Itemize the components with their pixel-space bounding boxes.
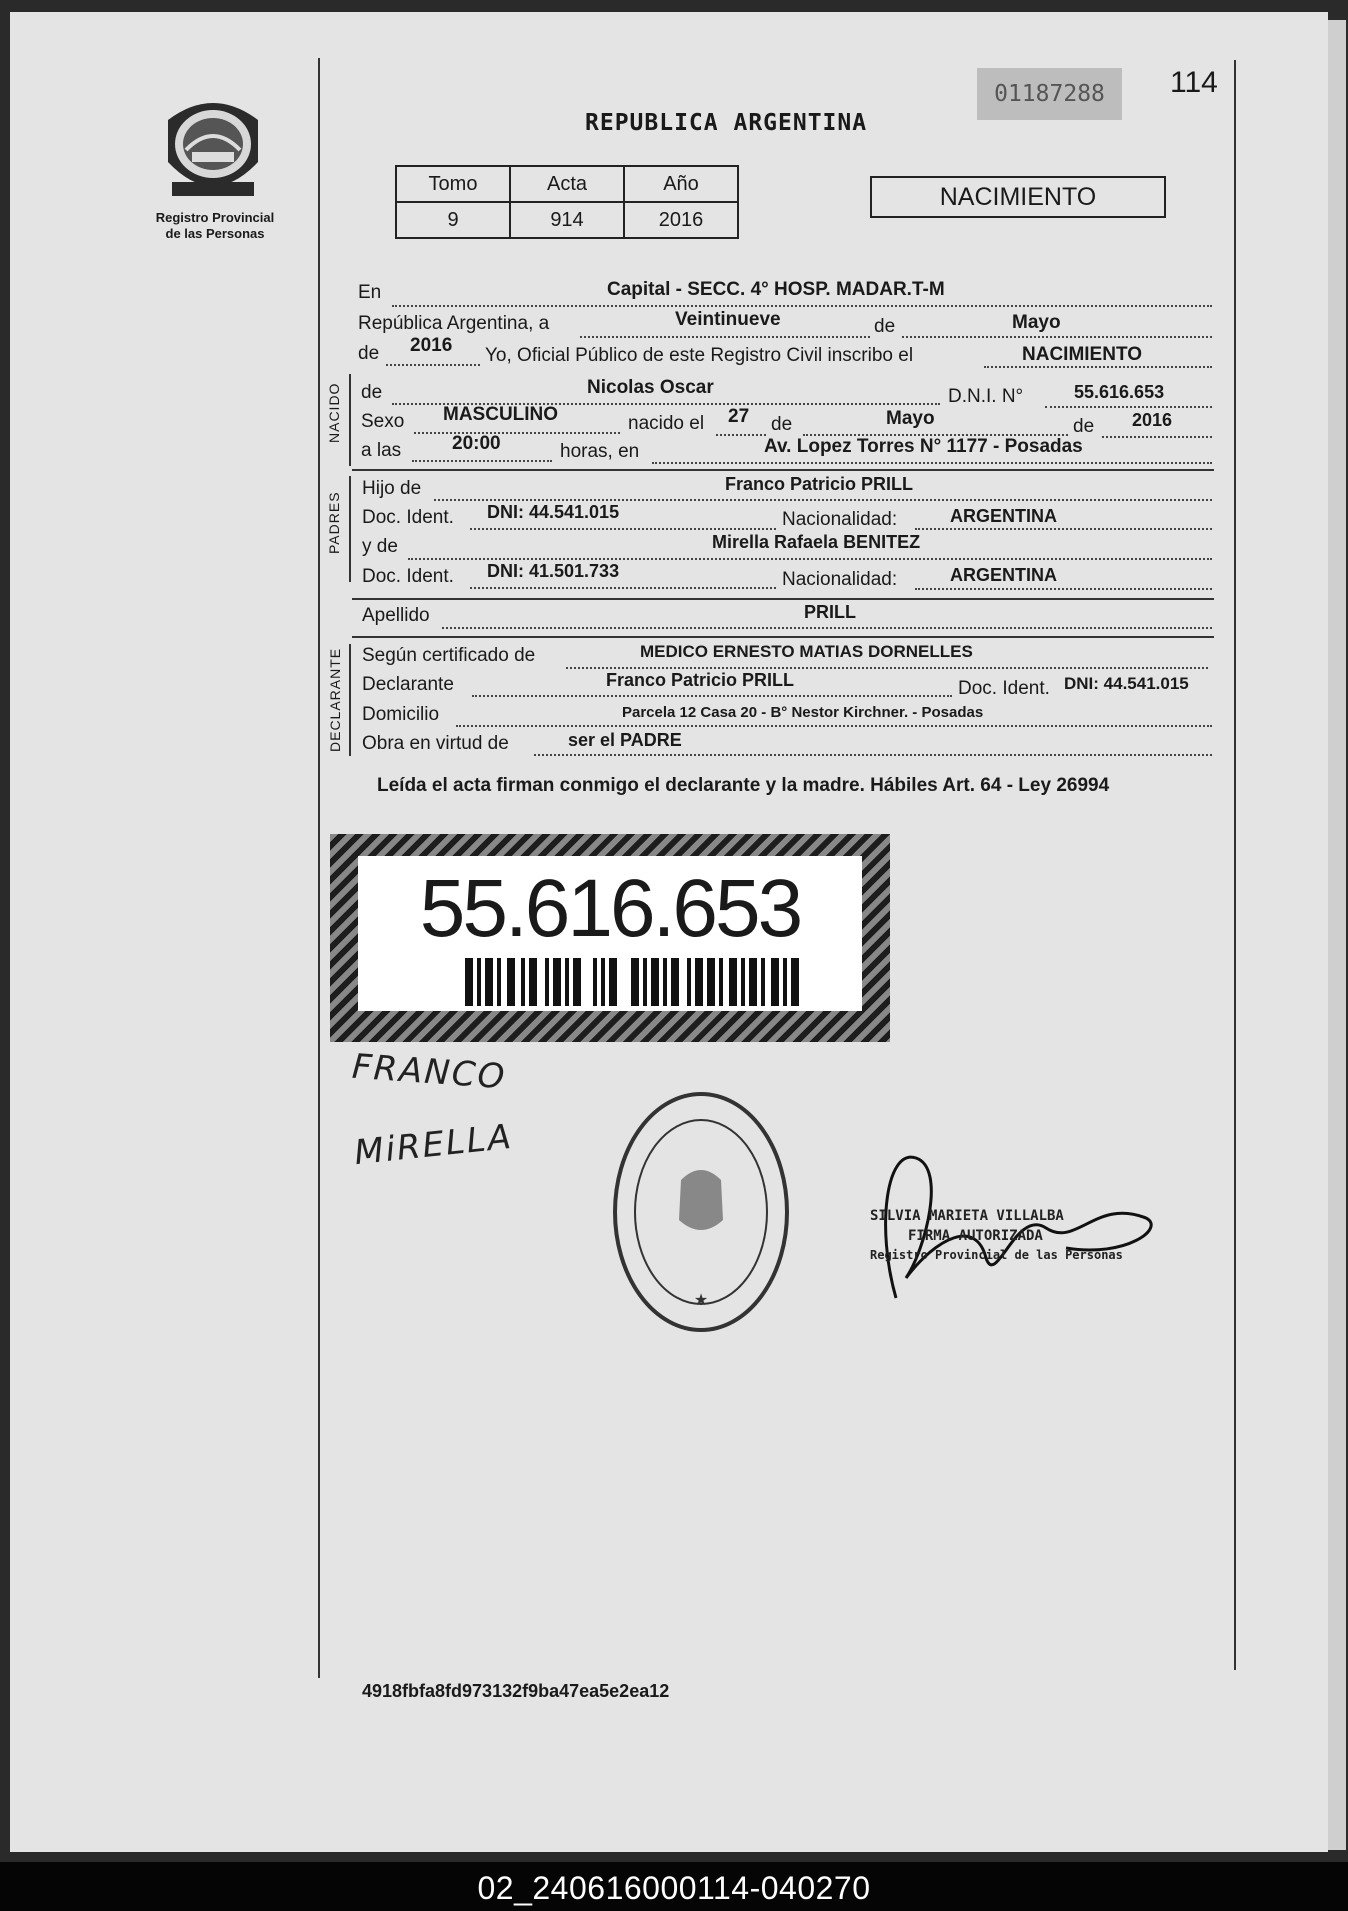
barcode-bars-icon (465, 958, 805, 1006)
mother-name-value: Mirella Rafaela BENITEZ (712, 532, 921, 552)
dotted-line (470, 587, 776, 589)
certificate-value: MEDICO ERNESTO MATIAS DORNELLES (640, 642, 973, 661)
dotted-line (386, 364, 480, 366)
registry-caption (130, 210, 300, 242)
dotted-line (412, 460, 552, 462)
mother-doc-value: DNI: 41.501.733 (487, 561, 620, 581)
dotted-line (456, 725, 1212, 727)
y-de-label: y de (362, 536, 398, 557)
section-divider (352, 598, 1214, 600)
yo-label: Yo, Oficial Público de este Registro Civil inscribo el (485, 345, 914, 366)
hijo-label: Hijo de (362, 478, 422, 499)
horas-label: horas, en (560, 441, 640, 462)
dotted-line (984, 366, 1212, 368)
doc-label: Doc. Ident. (362, 507, 454, 528)
dotted-line (716, 434, 766, 436)
sexo-label: Sexo (361, 411, 405, 432)
header-anio: Año (624, 166, 738, 202)
section-divider (352, 469, 1214, 471)
a-las-label: a las (361, 440, 402, 461)
birth-time-value: 20:00 (452, 433, 501, 454)
birth-place-value: Av. Lopez Torres N° 1177 - Posadas (764, 436, 1083, 457)
document-hash: 4918fbfa8fd973132f9ba47ea5e2ea12 (362, 1681, 670, 1701)
child-name-value: Nicolas Oscar (587, 377, 714, 398)
value-acta: 914 (510, 202, 624, 238)
birth-month-value: Mayo (886, 408, 935, 429)
event-value: NACIMIENTO (1022, 344, 1142, 365)
birth-day-value: 27 (728, 406, 750, 427)
footer-bar (0, 1862, 1348, 1911)
month-value: Mayo (1012, 312, 1061, 333)
nacionalidad-label-2: Nacionalidad: (782, 569, 898, 590)
father-name-value: Franco Patricio PRILL (725, 474, 914, 494)
domicilio-label: Domicilio (362, 704, 440, 725)
dotted-line (472, 695, 952, 697)
dotted-line (534, 754, 1212, 756)
signature-line3: Registro Provincial de las Personas (870, 1248, 1123, 1262)
province-seal-icon (158, 92, 268, 204)
record-type-box: NACIMIENTO (870, 176, 1166, 218)
closing-text: Leída el acta firman conmigo el declarante y la madre. Hábiles Art. 64 - Ley 26994 (377, 775, 1110, 796)
registry-line2: de las Personas (165, 226, 265, 241)
mother-nationality-value: ARGENTINA (950, 565, 1057, 585)
padres-bracket (349, 476, 351, 582)
signature-line1: SILVIA MARIETA VILLALBA (870, 1208, 1064, 1224)
de-label: de (361, 382, 383, 403)
nacido-el-label: nacido el (628, 413, 705, 434)
dotted-line (408, 558, 1212, 560)
handwritten-franco: FRANCO (350, 1046, 508, 1098)
republica-label: República Argentina, a (358, 313, 550, 334)
capacity-value: ser el PADRE (568, 730, 682, 750)
svg-text:★: ★ (693, 1292, 709, 1309)
child-dni-value: 55.616.653 (1074, 382, 1165, 402)
footer-id: 02_240616000114-040270 (477, 1870, 871, 1906)
nacionalidad-label: Nacionalidad: (782, 509, 898, 530)
registry-stamp-icon (611, 1090, 791, 1335)
dotted-line (434, 499, 1212, 501)
declarant-doc-label: Doc. Ident. (958, 678, 1050, 699)
serial-number: 01187288 (977, 68, 1122, 120)
dotted-line (1102, 436, 1212, 438)
de-label-2: de (771, 414, 793, 435)
barcode-panel (358, 856, 862, 1011)
record-table (395, 165, 739, 239)
padres-section-label: PADRES (326, 491, 342, 554)
birth-year-value: 2016 (1132, 410, 1173, 430)
certificado-label: Según certificado de (362, 645, 536, 666)
dotted-line (915, 588, 1212, 590)
handwritten-mirella: MiRELLA (352, 1116, 515, 1174)
record-table-header (396, 166, 738, 202)
dotted-line (1045, 406, 1212, 408)
dni-barcode-label (330, 834, 890, 1042)
dotted-line (652, 462, 1212, 464)
record-table-values (396, 202, 738, 238)
header-tomo: Tomo (396, 166, 510, 202)
right-margin-line (1234, 60, 1236, 1670)
declarant-name-value: Franco Patricio PRILL (606, 670, 795, 690)
dotted-line (442, 627, 1212, 629)
de-label-3: de (1073, 416, 1095, 437)
header-acta: Acta (510, 166, 624, 202)
de-label: de (874, 316, 896, 337)
year-value: 2016 (410, 335, 453, 356)
value-anio: 2016 (624, 202, 738, 238)
dotted-line (902, 336, 1212, 338)
nacido-bracket (349, 374, 351, 466)
signature-line2: FIRMA AUTORIZADA (908, 1228, 1043, 1244)
apellido-label: Apellido (362, 605, 430, 626)
de2-label: de (358, 343, 380, 364)
dni-label: D.N.I. N° (948, 386, 1024, 407)
en-label: En (358, 282, 382, 303)
declarante-bracket (349, 644, 351, 756)
registry-line1: Registro Provincial (155, 210, 275, 225)
dotted-line (392, 305, 1212, 307)
dotted-line (580, 336, 870, 338)
dotted-line (566, 667, 1208, 669)
dotted-line (915, 528, 1212, 530)
place-value: Capital - SECC. 4° HOSP. MADAR.T-M (607, 279, 945, 300)
nacido-section-label: NACIDO (326, 382, 342, 443)
day-words-value: Veintinueve (675, 309, 781, 330)
father-doc-value: DNI: 44.541.015 (487, 502, 620, 522)
father-nationality-value: ARGENTINA (950, 506, 1057, 526)
declarante-section-label: DECLARANTE (327, 647, 343, 752)
page-number: 114 (1170, 66, 1218, 99)
dotted-line (470, 528, 776, 530)
obra-label: Obra en virtud de (362, 733, 509, 754)
value-tomo: 9 (396, 202, 510, 238)
country-title: REPUBLICA ARGENTINA (585, 110, 868, 136)
declarant-doc-value: DNI: 44.541.015 (1064, 674, 1189, 693)
address-value: Parcela 12 Casa 20 - B° Nestor Kirchner. - Posadas (622, 704, 984, 721)
section-divider (352, 636, 1214, 638)
dotted-line (414, 432, 620, 434)
doc-label-2: Doc. Ident. (362, 566, 454, 587)
apellido-value: PRILL (804, 602, 856, 622)
declarante-label: Declarante (362, 674, 454, 695)
barcode-number: 55.616.653 (419, 863, 801, 954)
sexo-value: MASCULINO (443, 404, 559, 425)
left-margin-line (318, 58, 320, 1678)
